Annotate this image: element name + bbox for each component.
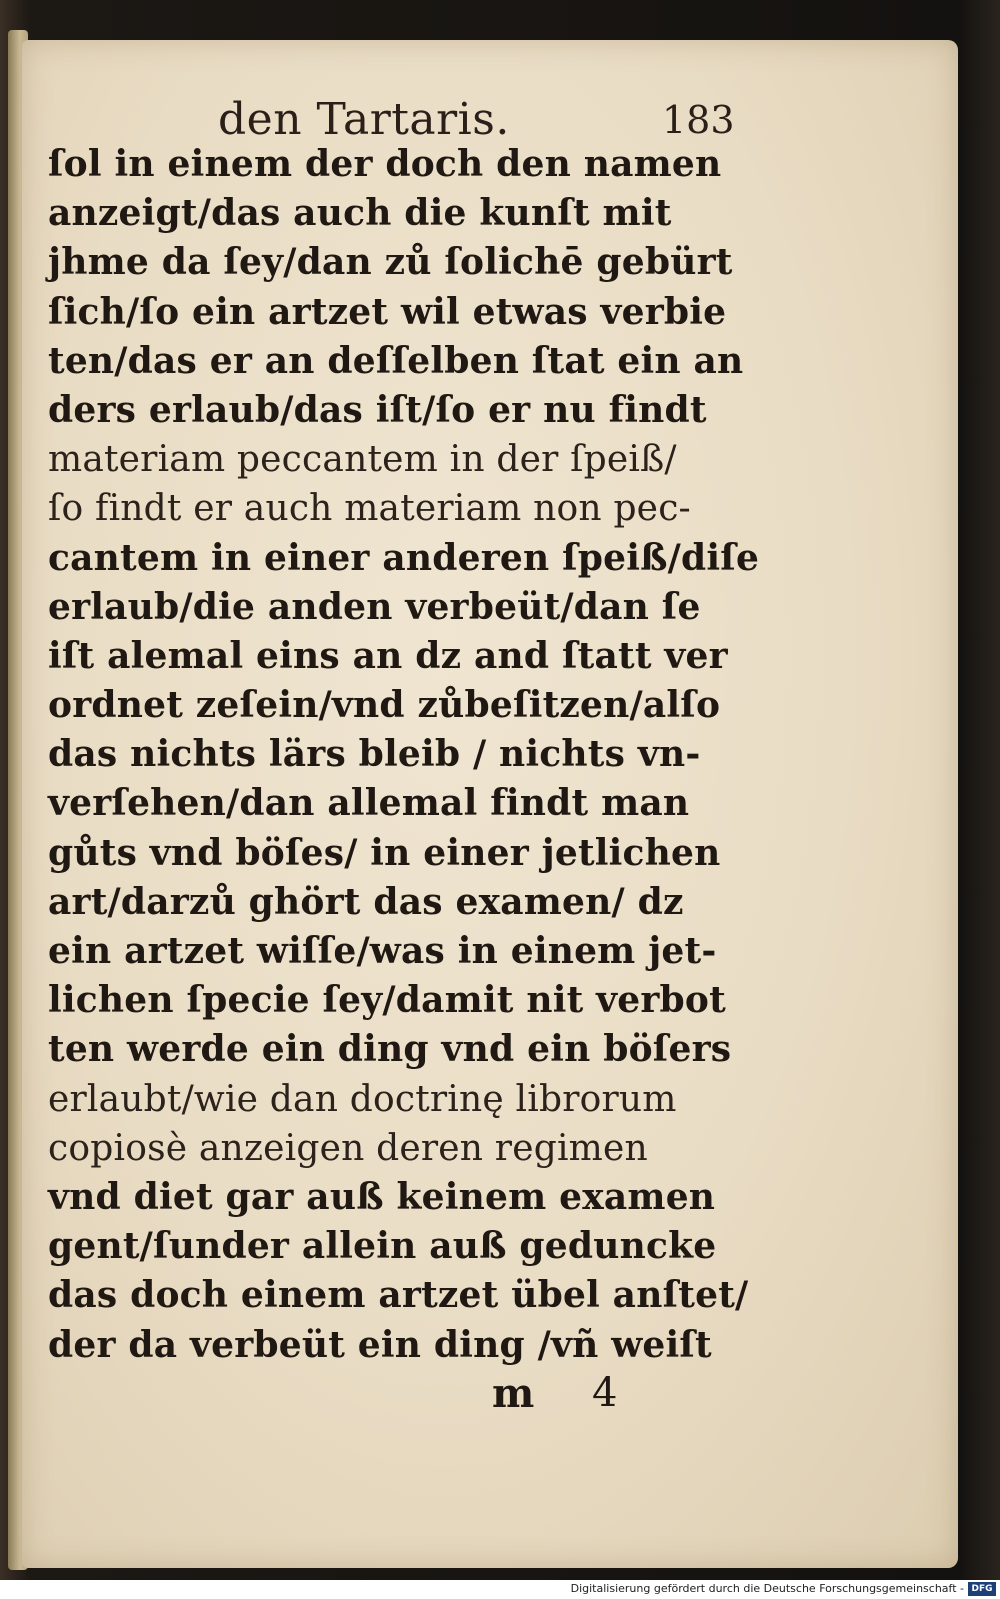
text-line: ten werde ein ding vnd ein böſers (48, 1028, 732, 1071)
text-line: anzeigt/das auch die kunſt mit (48, 192, 672, 235)
text-line: materiam peccantem in der ſpeiß/ (48, 439, 677, 481)
text-line: jhme da ſey/dan zů ſolichē gebürt (48, 241, 733, 284)
text-line: cantem in einer anderen ſpeiß/diſe (48, 536, 760, 579)
text-line: ſol in einem der doch den namen (48, 143, 722, 185)
text-line: gent/ſunder allein auß geduncke (48, 1225, 717, 1268)
text-line: ten/das er an deſſelben ſtat ein an (48, 339, 744, 382)
text-line: das nichts lärs bleib / nichts vn- (48, 733, 701, 776)
book-page (22, 40, 958, 1568)
signature-number: 4 (592, 1370, 618, 1416)
text-line: ordnet zeſein/vnd zůbeſitzen/alſo (48, 684, 721, 727)
text-line: copiosè anzeigen deren regimen (48, 1127, 648, 1169)
dfg-logo-icon: DFG (968, 1582, 996, 1596)
text-line: verſehen/dan allemal findt man (48, 782, 690, 825)
signature-letter: m (492, 1370, 535, 1417)
running-title: den Tartaris. (218, 94, 510, 145)
text-line: ſo findt er auch materiam non pec- (48, 488, 691, 530)
signature-mark (22, 1370, 958, 1430)
page-number: 183 (662, 98, 735, 142)
text-line: der da verbeüt ein ding /vñ weiſt (48, 1323, 712, 1366)
text-line: erlaub/die anden verbeüt/dan ſe (48, 585, 701, 628)
text-line: art/darzů ghört das examen/ dz (48, 880, 684, 923)
text-line: ein artzet wiſſe/was in einem jet- (48, 930, 717, 972)
text-line: iſt alemal eins an dz and ſtatt ver (48, 634, 728, 677)
body-text (48, 140, 760, 1370)
text-line: ders erlaub/das iſt/ſo er nu findt (48, 388, 707, 431)
text-line: vnd diet gar auß keinem examen (48, 1175, 716, 1218)
funding-credit: Digitalisierung gefördert durch die Deutsche Forschungsgemeinschaft - (570, 1582, 964, 1595)
text-line: lichen ſpecie ſey/damit nit verbot (48, 979, 726, 1022)
text-line: erlaubt/wie dan doctrinę librorum (48, 1078, 677, 1120)
text-line: das doch einem artzet übel anſtet/ (48, 1274, 749, 1317)
digitization-footer (0, 1580, 1000, 1599)
text-line: gůts vnd böſes/ in einer jetlichen (48, 831, 721, 874)
text-line: ſich/ſo ein artzet wil etwas verbie (48, 290, 727, 333)
